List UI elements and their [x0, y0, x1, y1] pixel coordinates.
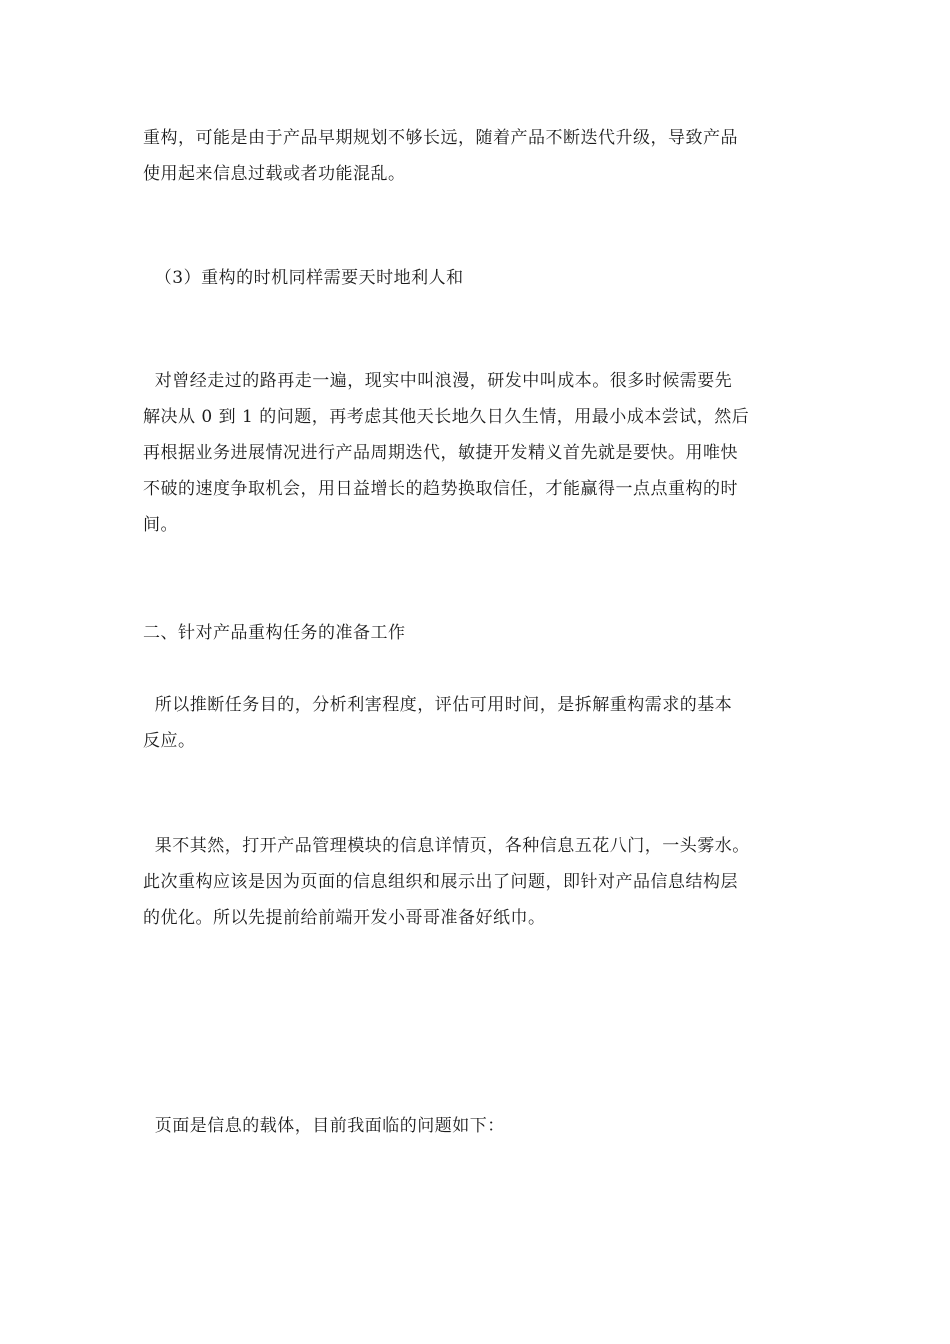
text-line: 再根据业务进展情况进行产品周期迭代，敏捷开发精义首先就是要快。用唯快: [143, 443, 738, 463]
paragraph-page-problems-intro: [143, 1108, 813, 1144]
text-line: 此次重构应该是因为页面的信息组织和展示出了问题，即针对产品信息结构层: [143, 872, 738, 892]
paragraph-task-analysis: [143, 687, 813, 759]
text-line: 不破的速度争取机会，用日益增长的趋势换取信任，才能赢得一点点重构的时: [143, 479, 738, 499]
text-line: 反应。: [143, 731, 196, 751]
paragraph-refactor-reason: [143, 120, 813, 192]
text-line: （3）重构的时机同样需要天时地利人和: [143, 268, 464, 288]
paragraph-cost-and-speed: [143, 363, 813, 543]
section-heading-preparation: [143, 615, 813, 651]
text-line: 对曾经走过的路再走一遍，现实中叫浪漫，研发中叫成本。很多时候需要先: [143, 371, 733, 391]
text-line: 所以推断任务目的，分析利害程度，评估可用时间，是拆解重构需求的基本: [143, 695, 733, 715]
text-line: 页面是信息的载体，目前我面临的问题如下：: [143, 1116, 505, 1136]
text-line: 重构，可能是由于产品早期规划不够长远，随着产品不断迭代升级，导致产品: [143, 128, 738, 148]
paragraph-detail-page-issue: [143, 828, 813, 936]
text-line: 解决从 0 到 1 的问题，再考虑其他天长地久日久生情，用最小成本尝试，然后: [143, 407, 750, 427]
text-line: 二、针对产品重构任务的准备工作: [143, 623, 406, 643]
text-line: 的优化。所以先提前给前端开发小哥哥准备好纸巾。: [143, 908, 546, 928]
subheading-refactor-timing: [143, 260, 813, 296]
text-line: 间。: [143, 515, 178, 535]
text-line: 使用起来信息过载或者功能混乱。: [143, 164, 406, 184]
text-line: 果不其然，打开产品管理模块的信息详情页，各种信息五花八门，一头雾水。: [143, 836, 750, 856]
